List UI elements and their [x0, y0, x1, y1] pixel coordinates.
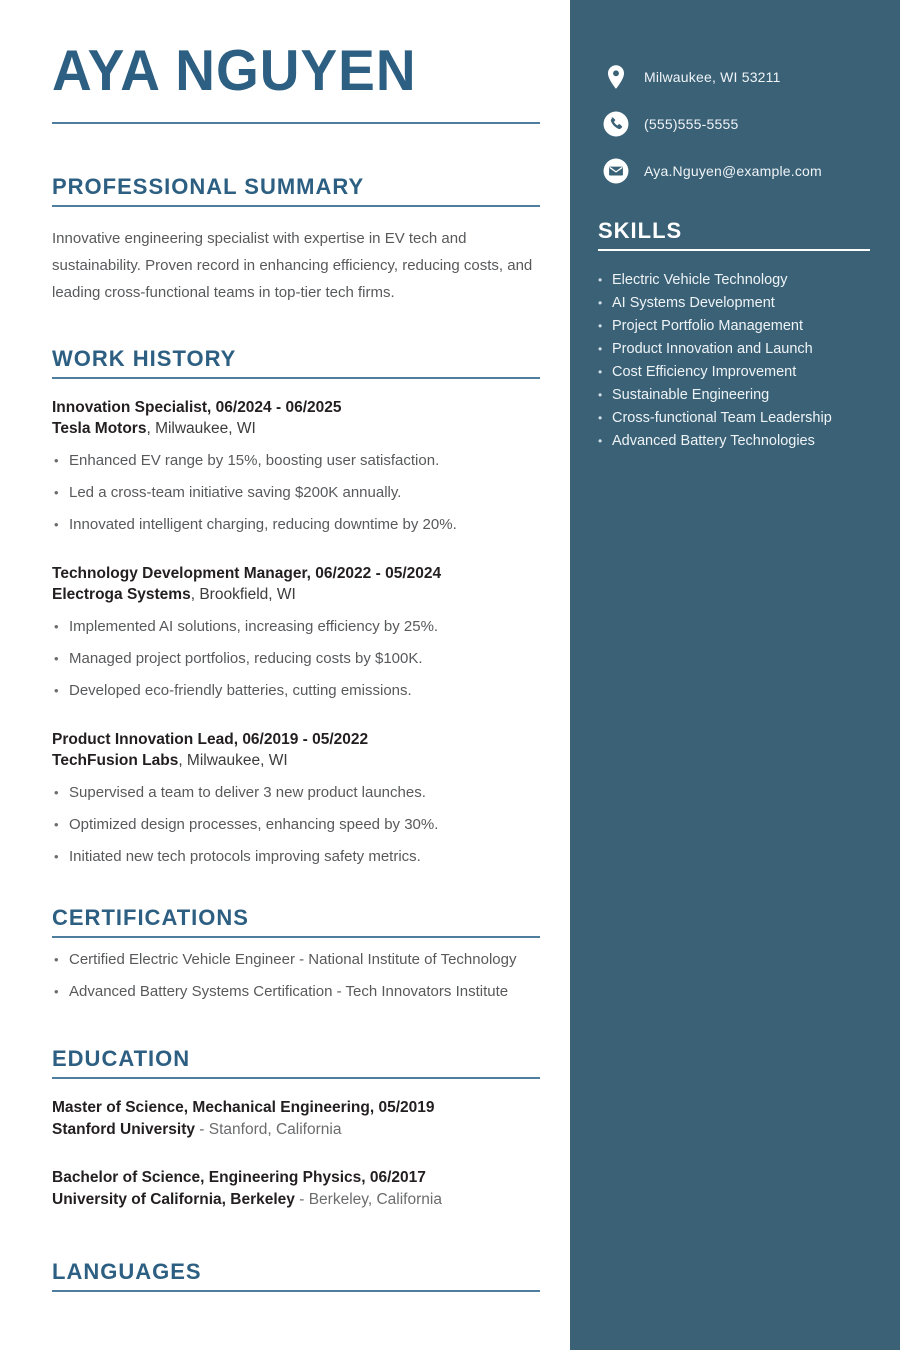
skills-heading: SKILLS — [598, 218, 870, 251]
degree-line: Bachelor of Science, Engineering Physics, 06/2017 — [52, 1169, 426, 1186]
school-location: - Berkeley, California — [299, 1191, 442, 1208]
job-bullet: • Implemented AI solutions, increasing efficiency by 25%. — [52, 617, 540, 637]
job-title-line — [52, 397, 540, 418]
school-line — [52, 1119, 540, 1141]
summary-heading: PROFESSIONAL SUMMARY — [52, 174, 540, 207]
skill-item: • Advanced Battery Technologies — [598, 430, 870, 453]
education-entry — [52, 1097, 540, 1141]
job-bullet: • Managed project portfolios, reducing costs by $100K. — [52, 649, 540, 669]
job-company: TechFusion Labs — [52, 752, 179, 769]
section-work-history — [52, 346, 540, 867]
section-languages — [52, 1259, 540, 1292]
education-entry — [52, 1167, 540, 1211]
job-title: Technology Development Manager — [52, 565, 307, 582]
email-icon — [603, 158, 629, 184]
job-location: , Milwaukee, WI — [178, 752, 288, 769]
job-bullet: • Supervised a team to deliver 3 new product launches. — [52, 783, 540, 803]
job-bullet: • Enhanced EV range by 15%, boosting user satisfaction. — [52, 451, 540, 471]
contact-block — [598, 64, 870, 184]
skill-item: • Cross-functional Team Leadership — [598, 407, 870, 430]
skill-item: • Cost Efficiency Improvement — [598, 361, 870, 384]
section-education — [52, 1046, 540, 1211]
job-dates: , 06/2024 - 06/2025 — [207, 399, 342, 416]
work-history-heading: WORK HISTORY — [52, 346, 540, 379]
job-title-line — [52, 563, 540, 584]
skill-item: • Electric Vehicle Technology — [598, 269, 870, 292]
job-bullet-list — [52, 451, 540, 535]
job-bullet: • Optimized design processes, enhancing speed by 30%. — [52, 815, 540, 835]
job-bullet: • Led a cross-team initiative saving $200K annually. — [52, 483, 540, 503]
job-bullet-list — [52, 783, 540, 867]
job-company-line — [52, 750, 540, 771]
skill-item: • Product Innovation and Launch — [598, 338, 870, 361]
job-entry — [52, 563, 540, 701]
certifications-list — [52, 950, 540, 1002]
job-company-line — [52, 584, 540, 605]
skill-item: • AI Systems Development — [598, 292, 870, 315]
candidate-name: AYA NGUYEN — [52, 37, 417, 103]
job-bullet: • Developed eco-friendly batteries, cutting emissions. — [52, 681, 540, 701]
section-professional-summary — [52, 174, 540, 306]
job-title: Innovation Specialist — [52, 399, 208, 416]
job-title-line — [52, 729, 540, 750]
job-bullet: • Initiated new tech protocols improving safety metrics. — [52, 847, 540, 867]
contact-email-text: Aya.Nguyen@example.com — [644, 163, 822, 179]
contact-email — [598, 158, 870, 184]
skill-item: • Sustainable Engineering — [598, 384, 870, 407]
contact-location-text: Milwaukee, WI 53211 — [644, 69, 781, 85]
contact-phone — [598, 111, 870, 137]
job-company-line — [52, 418, 540, 439]
languages-heading: LANGUAGES — [52, 1259, 540, 1292]
skills-list — [598, 269, 870, 453]
school-location: - Stanford, California — [199, 1121, 342, 1138]
summary-text: Innovative engineering specialist with expertise in EV tech and sustainability. Proven record in enhancing efficiency, reducing costs, and leading cross-functional teams in top-tier tech firms. — [52, 230, 533, 301]
skill-item: • Project Portfolio Management — [598, 315, 870, 338]
degree-line: Master of Science, Mechanical Engineering, 05/2019 — [52, 1099, 435, 1116]
job-dates: , 06/2022 - 05/2024 — [306, 565, 442, 582]
sidebar — [570, 0, 900, 1350]
job-entry — [52, 397, 540, 535]
job-company: Electroga Systems — [52, 586, 191, 603]
school-name: University of California, Berkeley — [52, 1191, 295, 1208]
job-bullet: • Innovated intelligent charging, reducing downtime by 20%. — [52, 515, 540, 535]
section-certifications — [52, 905, 540, 1002]
job-dates: , 06/2019 - 05/2022 — [233, 731, 369, 748]
contact-location — [598, 64, 870, 90]
certifications-heading: CERTIFICATIONS — [52, 905, 540, 938]
job-title: Product Innovation Lead — [52, 731, 234, 748]
certification-item: • Advanced Battery Systems Certification - Tech Innovators Institute — [52, 982, 540, 1002]
job-location: , Brookfield, WI — [190, 586, 296, 603]
job-location: , Milwaukee, WI — [146, 420, 256, 437]
job-entry — [52, 729, 540, 867]
job-company: Tesla Motors — [52, 420, 147, 437]
education-heading: EDUCATION — [52, 1046, 540, 1079]
phone-icon — [603, 111, 629, 137]
school-name: Stanford University — [52, 1121, 195, 1138]
contact-phone-text: (555)555-5555 — [644, 116, 739, 132]
certification-item: • Certified Electric Vehicle Engineer - National Institute of Technology — [52, 950, 540, 970]
school-line — [52, 1189, 540, 1211]
location-pin-icon — [603, 64, 629, 90]
name-divider — [52, 122, 540, 124]
job-bullet-list — [52, 617, 540, 701]
